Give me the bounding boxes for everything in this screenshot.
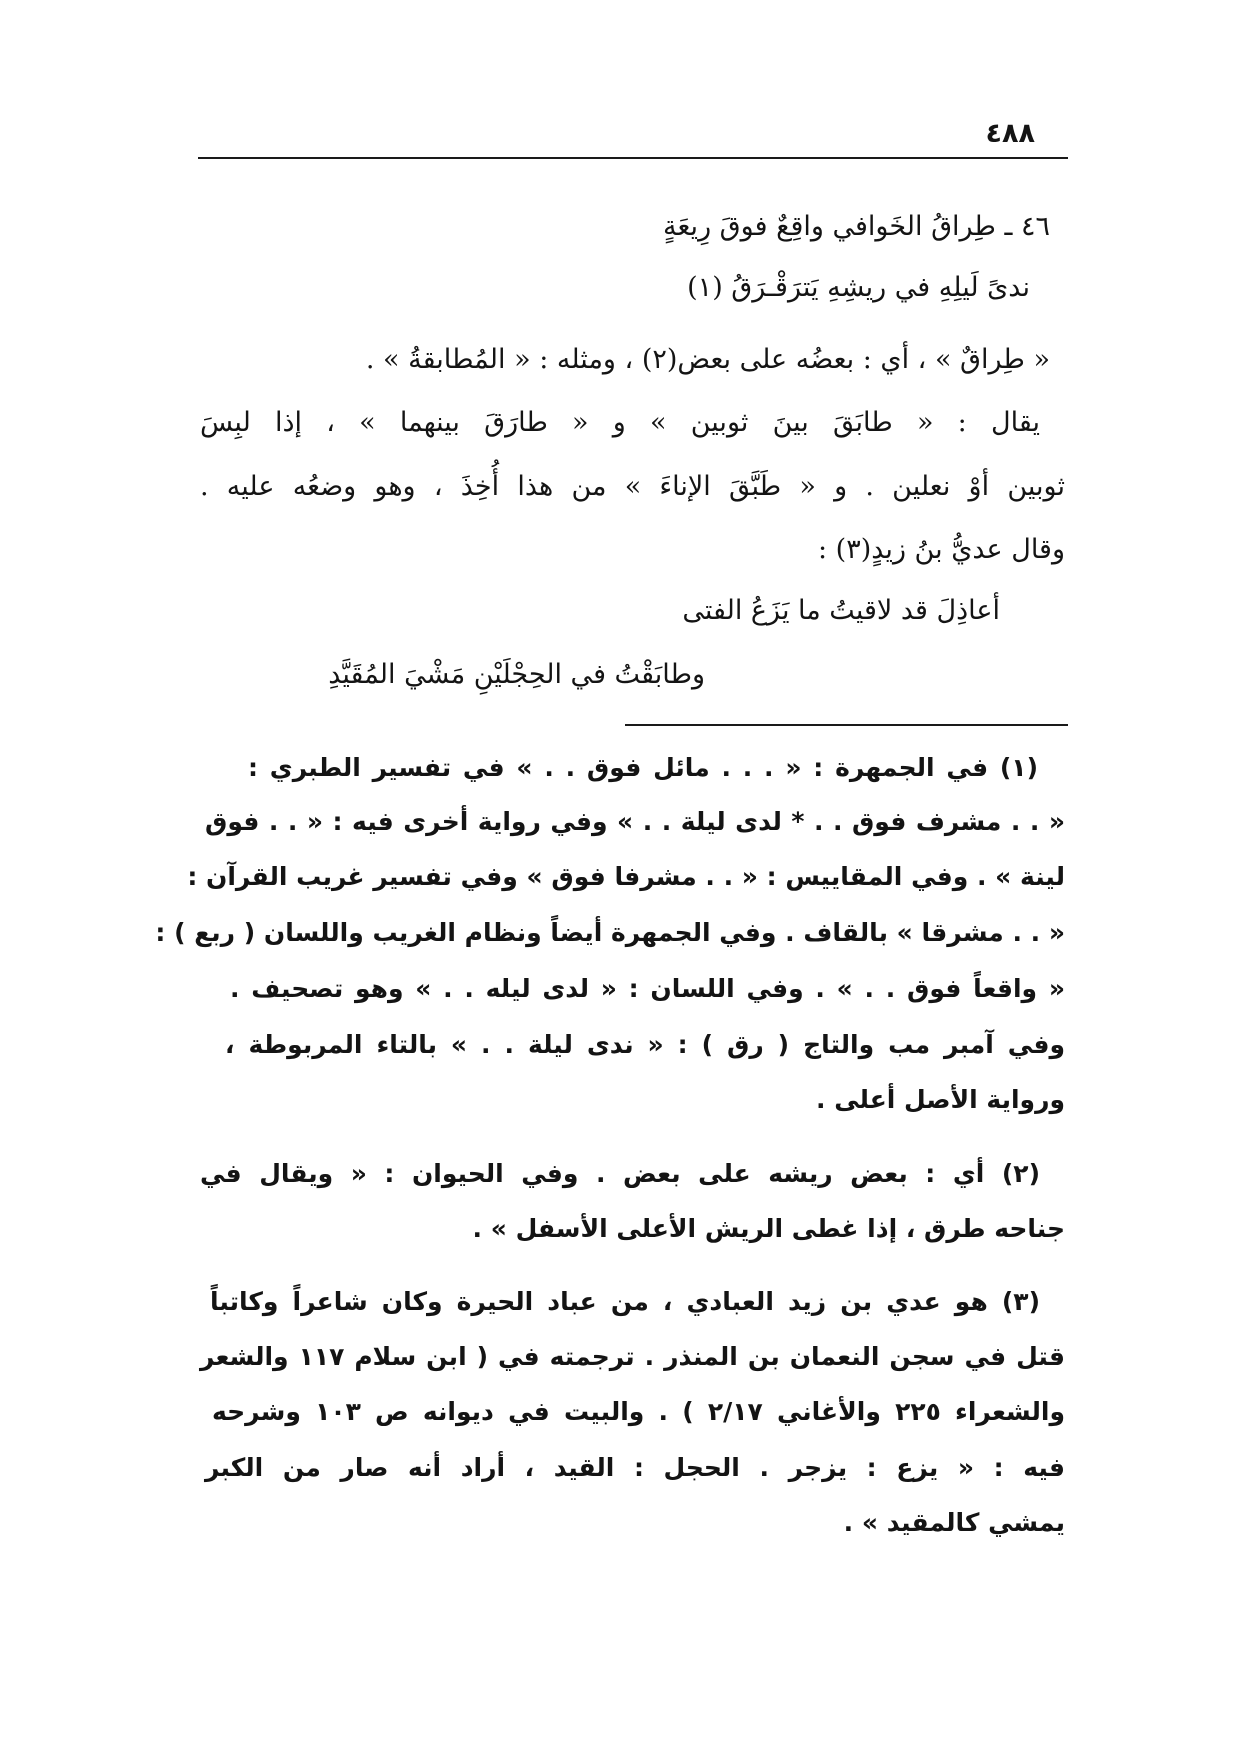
footnote-line: والشعراء ٢٢٥ والأغاني ٢/١٧ ) . والبيت في ديوانه ص ١٠٣ وشرحه — [212, 1397, 1065, 1426]
footnote-separator — [625, 724, 1068, 726]
footnote-line: قتل في سجن النعمان بن المنذر . ترجمته في ( ابن سلام ١١٧ والشعر — [200, 1342, 1065, 1371]
footnote-line: فيه : « يزع : يزجر . الحجل : القيد ، أراد أنه صار من الكبر — [205, 1453, 1065, 1482]
verse-line-2: ندىً لَيلِهِ في ريشِهِ يَترَقْـرَقُ (١) — [687, 272, 1030, 303]
footnote-line: وفي آمبر مب والتاج ( رق ) : « ندى ليلة . . » بالتاء المربوطة ، — [225, 1030, 1065, 1059]
footnote-line: « . . مشرقا » بالقاف . وفي الجمهرة أيضاً ونظام الغريب واللسان ( ربع ) : — [155, 918, 1065, 947]
quoted-verse-line-2: وطابَقْتُ في الحِجْلَيْنِ مَشْيَ المُقَيَّدِ — [328, 659, 705, 690]
header-rule — [198, 157, 1068, 159]
footnote-line: يمشي كالمقيد » . — [843, 1508, 1065, 1537]
footnote-line: لينة » . وفي المقاييس : « . . مشرفا فوق » وفي تفسير غريب القرآن : — [187, 862, 1065, 891]
footnote-line: (٢) أي : بعض ريشه على بعض . وفي الحيوان : « ويقال في — [200, 1159, 1040, 1188]
footnote-line: (٣) هو عدي بن زيد العبادي ، من عباد الحيرة وكان شاعراً وكاتباً — [210, 1287, 1040, 1316]
footnote-line: ورواية الأصل أعلى . — [816, 1085, 1065, 1114]
footnote-line: (١) في الجمهرة : « . . . مائل فوق . . » في تفسير الطبري : — [248, 753, 1038, 782]
verse-line-1: ٤٦ ـ طِراقُ الخَوافي واقِعٌ فوقَ رِيعَةٍ — [663, 211, 1050, 242]
text-line: وقال عديُّ بنُ زيدٍ(٣) : — [817, 534, 1065, 565]
text-line: ثوبين أوْ نعلين . و « طَبَّقَ الإناءَ » من هذا أُخِذَ ، وهو وضعُه عليه . — [200, 471, 1065, 502]
footnote-line: « . . مشرف فوق . . * لدى ليلة . . » وفي رواية أخرى فيه : « . . فوق — [205, 807, 1065, 836]
text-line: « طِراقٌ » ، أي : بعضُه على بعض(٢) ، ومثله : « المُطابقةُ » . — [365, 344, 1050, 375]
footnote-line: « واقعاً فوق . . » . وفي اللسان : « لدى ليله . . » وهو تصحيف . — [230, 974, 1065, 1003]
page-number: ٤٨٨ — [985, 118, 1035, 149]
text-line: يقال : « طابَقَ بينَ ثوبين » و « طارَقَ بينهما » ، إذا لبِسَ — [200, 407, 1040, 438]
footnote-line: جناحه طرق ، إذا غطى الريش الأعلى الأسفل » . — [472, 1214, 1065, 1243]
quoted-verse-line-1: أعاذِلَ قد لاقيتُ ما يَزَعُ الفتى — [682, 595, 1000, 626]
